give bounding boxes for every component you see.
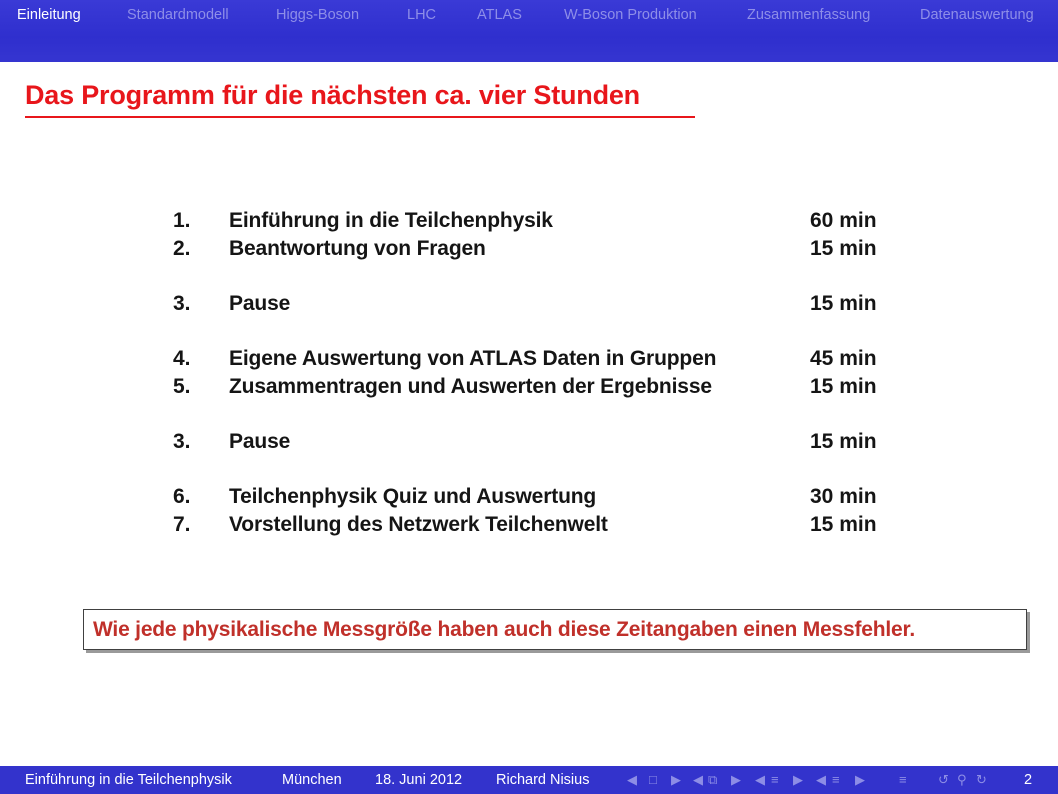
agenda-item-duration: 30 min — [810, 485, 877, 508]
nav-section-lhc[interactable]: LHC — [407, 7, 437, 23]
footer-talk-title: Einführung in die Teilchenphysik — [25, 772, 232, 788]
nav-section-zusammenfassung[interactable]: Zusammenfassung — [747, 7, 871, 23]
appendix-icon[interactable]: ≡ — [899, 772, 907, 787]
section-icon[interactable]: ≡ — [771, 772, 779, 787]
agenda-item — [173, 237, 893, 265]
agenda-item-topic: Pause — [229, 430, 291, 453]
beamer-navigation-controls — [625, 771, 1005, 789]
nav-section-einleitung[interactable]: Einleitung — [17, 7, 81, 23]
nav-next-doc-icon[interactable]: ▶ — [855, 772, 865, 787]
agenda-item — [173, 430, 893, 458]
footer-location: München — [282, 772, 342, 788]
agenda-item-topic: Vorstellung des Netzwerk Teilchenwelt — [229, 513, 608, 536]
agenda-item-topic: Eigene Auswertung von ATLAS Daten in Gruppen — [229, 347, 717, 370]
footer-bar — [0, 766, 1058, 794]
nav-section-w-boson-produktion[interactable]: W-Boson Produktion — [564, 7, 697, 23]
agenda-item — [173, 513, 893, 541]
agenda-item-topic: Teilchenphysik Quiz und Auswertung — [229, 485, 597, 508]
agenda-item-topic: Einführung in die Teilchenphysik — [229, 209, 553, 232]
frame-title: Das Programm für die nächsten ca. vier Stunden — [25, 80, 640, 110]
agenda-item-duration: 15 min — [810, 292, 877, 315]
footer-date: 18. Juni 2012 — [375, 772, 463, 788]
agenda-item-number: 2. — [173, 237, 191, 260]
agenda-item — [173, 347, 893, 375]
agenda-item-number: 3. — [173, 430, 191, 453]
nav-prev-doc-icon[interactable]: ◀ — [816, 772, 826, 787]
nav-prev-subsection-icon[interactable]: ◀ — [693, 772, 703, 787]
agenda-item-duration: 45 min — [810, 347, 877, 370]
nav-section-higgs-boson[interactable]: Higgs-Boson — [276, 7, 360, 23]
frame-icon[interactable]: □ — [649, 772, 657, 787]
footer-author: Richard Nisius — [496, 772, 590, 788]
nav-next-section-icon[interactable]: ▶ — [793, 772, 803, 787]
agenda-item — [173, 292, 893, 320]
nav-prev-frame-icon[interactable]: ◀ — [627, 772, 637, 787]
nav-section-datenauswertung[interactable]: Datenauswertung — [920, 7, 1034, 23]
page-number: 2 — [1024, 772, 1033, 788]
nav-prev-section-icon[interactable]: ◀ — [755, 772, 765, 787]
agenda-item-number: 4. — [173, 347, 191, 370]
agenda-item-topic: Pause — [229, 292, 291, 315]
nav-next-frame-icon[interactable]: ▶ — [671, 772, 681, 787]
forward-icon[interactable]: ↻ — [976, 772, 987, 787]
agenda-item — [173, 209, 893, 237]
agenda-item-duration: 15 min — [810, 513, 877, 536]
agenda-item-number: 3. — [173, 292, 191, 315]
nav-next-subsection-icon[interactable]: ▶ — [731, 772, 741, 787]
nav-section-atlas[interactable]: ATLAS — [477, 7, 522, 23]
agenda-item-number: 6. — [173, 485, 191, 508]
back-icon[interactable]: ↺ — [938, 772, 949, 787]
agenda-item-topic: Beantwortung von Fragen — [229, 237, 486, 260]
agenda-item — [173, 375, 893, 403]
agenda-item-duration: 15 min — [810, 237, 877, 260]
agenda-item — [173, 485, 893, 513]
search-icon[interactable]: ⚲ — [957, 772, 967, 787]
agenda-item-duration: 60 min — [810, 209, 877, 232]
document-icon[interactable]: ≡ — [832, 772, 840, 787]
agenda-item-number: 7. — [173, 513, 191, 536]
agenda-item-duration: 15 min — [810, 375, 877, 398]
agenda-item-number: 1. — [173, 209, 191, 232]
subsection-icon[interactable]: ⧉ — [708, 772, 718, 787]
agenda-item-number: 5. — [173, 375, 191, 398]
note-box — [83, 609, 1027, 650]
agenda-item-duration: 15 min — [810, 430, 877, 453]
note-text: Wie jede physikalische Messgröße haben auch diese Zeitangaben einen Messfehler. — [93, 618, 915, 641]
agenda-item-topic: Zusammentragen und Auswerten der Ergebnisse — [229, 375, 712, 398]
nav-section-standardmodell[interactable]: Standardmodell — [127, 7, 229, 23]
